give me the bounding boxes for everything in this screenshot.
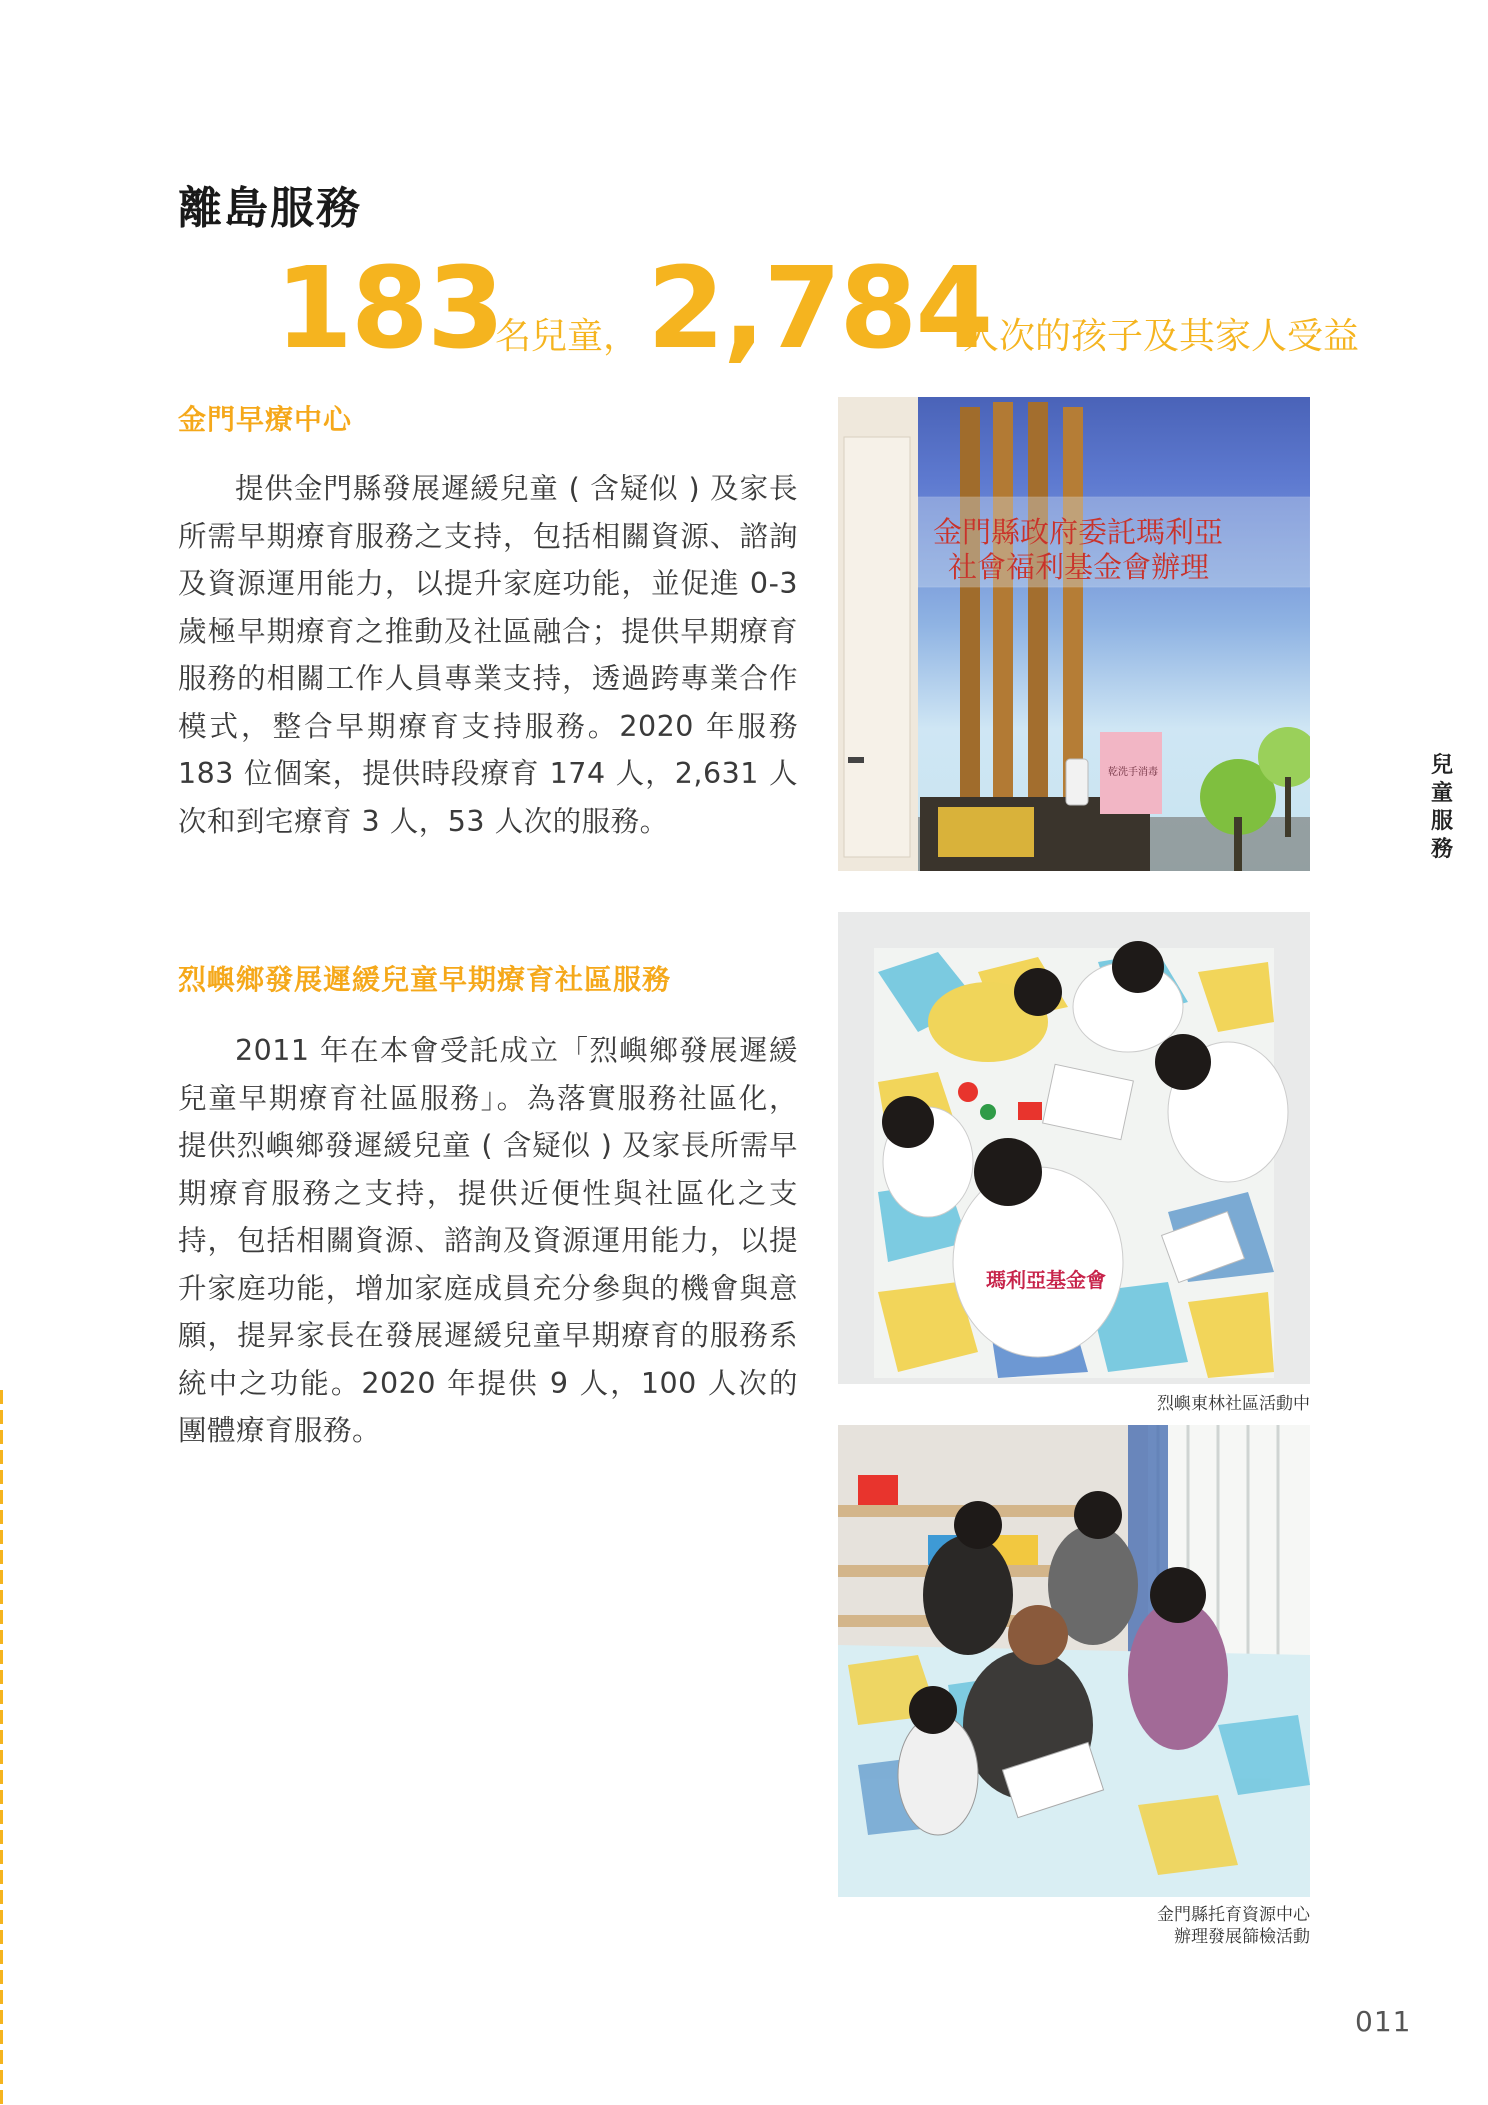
- caption-screening: [1157, 1904, 1310, 1948]
- caption-screening-line-2: 辦理發展篩檢活動: [1174, 1927, 1310, 1947]
- visits-count: 2,784: [647, 244, 992, 374]
- side-tab-char: 兒: [1430, 753, 1453, 778]
- side-section-tab: [1430, 752, 1454, 864]
- section-body-lieyu: 2011 年在本會受託成立「烈嶼鄉發展遲緩兒童早期療育社區服務」。為落實服務社區化，提供烈嶼鄉發遲緩兒童 ( 含疑似 ) 及家長所需早期療育服務之支持，提供近便性與社區化之支持，包括相關資源、諮詢及資源運用能力，以提升家庭功能，增加家庭成員充分參與的機會與意願，提昇家長在發展遲緩兒童早期療育的服務系統中之功能。2020 年提供 9 人，100 人次的團體療育服務。: [178, 1034, 798, 1447]
- photo-lieyu-activity-illustration: [838, 912, 1310, 1384]
- section-heading-kinmen: 金門早療中心: [178, 403, 353, 436]
- photo-screening-activity-illustration: [838, 1425, 1310, 1897]
- photo-screening-activity: [838, 1425, 1310, 1897]
- caption-lieyu: 烈嶼東林社區活動中: [1157, 1394, 1310, 1414]
- page-edge-decoration: [0, 1390, 3, 2105]
- visits-label: 人次的孩子及其家人受益: [963, 316, 1360, 357]
- side-tab-char: 務: [1430, 837, 1453, 862]
- stats-banner: [275, 244, 1405, 374]
- side-tab-char: 童: [1430, 781, 1453, 806]
- page-number: 011: [1355, 2005, 1412, 2038]
- side-tab-char: 服: [1430, 809, 1453, 834]
- photo-lieyu-activity: [838, 912, 1310, 1384]
- page-title: 離島服務: [178, 183, 362, 234]
- children-count: 183: [275, 244, 503, 374]
- photo-kinmen-center: [838, 397, 1310, 871]
- section-body-kinmen: 提供金門縣發展遲緩兒童 ( 含疑似 ) 及家長所需早期療育服務之支持，包括相關資源、諮詢及資源運用能力，以提升家庭功能，並促進 0-3 歲極早期療育之推動及社區融合；提供早期療育服務的相關工作人員專業支持，透過跨專業合作模式，整合早期療育支持服務。2020 年服務 183 位個案，提供時段療育 174 人，2,631 人次和到宅療育 3 人，53 人次的服務。: [178, 472, 798, 838]
- sign-line-2: 社會福利基金會辦理: [948, 550, 1210, 584]
- shirt-logo-text: 瑪利亞基金會: [986, 1268, 1106, 1292]
- sign-line-1: 金門縣政府委託瑪利亞: [933, 515, 1224, 549]
- section-heading-lieyu: 烈嶼鄉發展遲緩兒童早期療育社區服務: [178, 963, 672, 996]
- photo-kinmen-center-illustration: [838, 397, 1310, 871]
- children-label: 名兒童，: [495, 316, 640, 357]
- poster-text: 乾洗手消毒: [1108, 767, 1158, 778]
- caption-screening-line-1: 金門縣托育資源中心: [1157, 1905, 1310, 1925]
